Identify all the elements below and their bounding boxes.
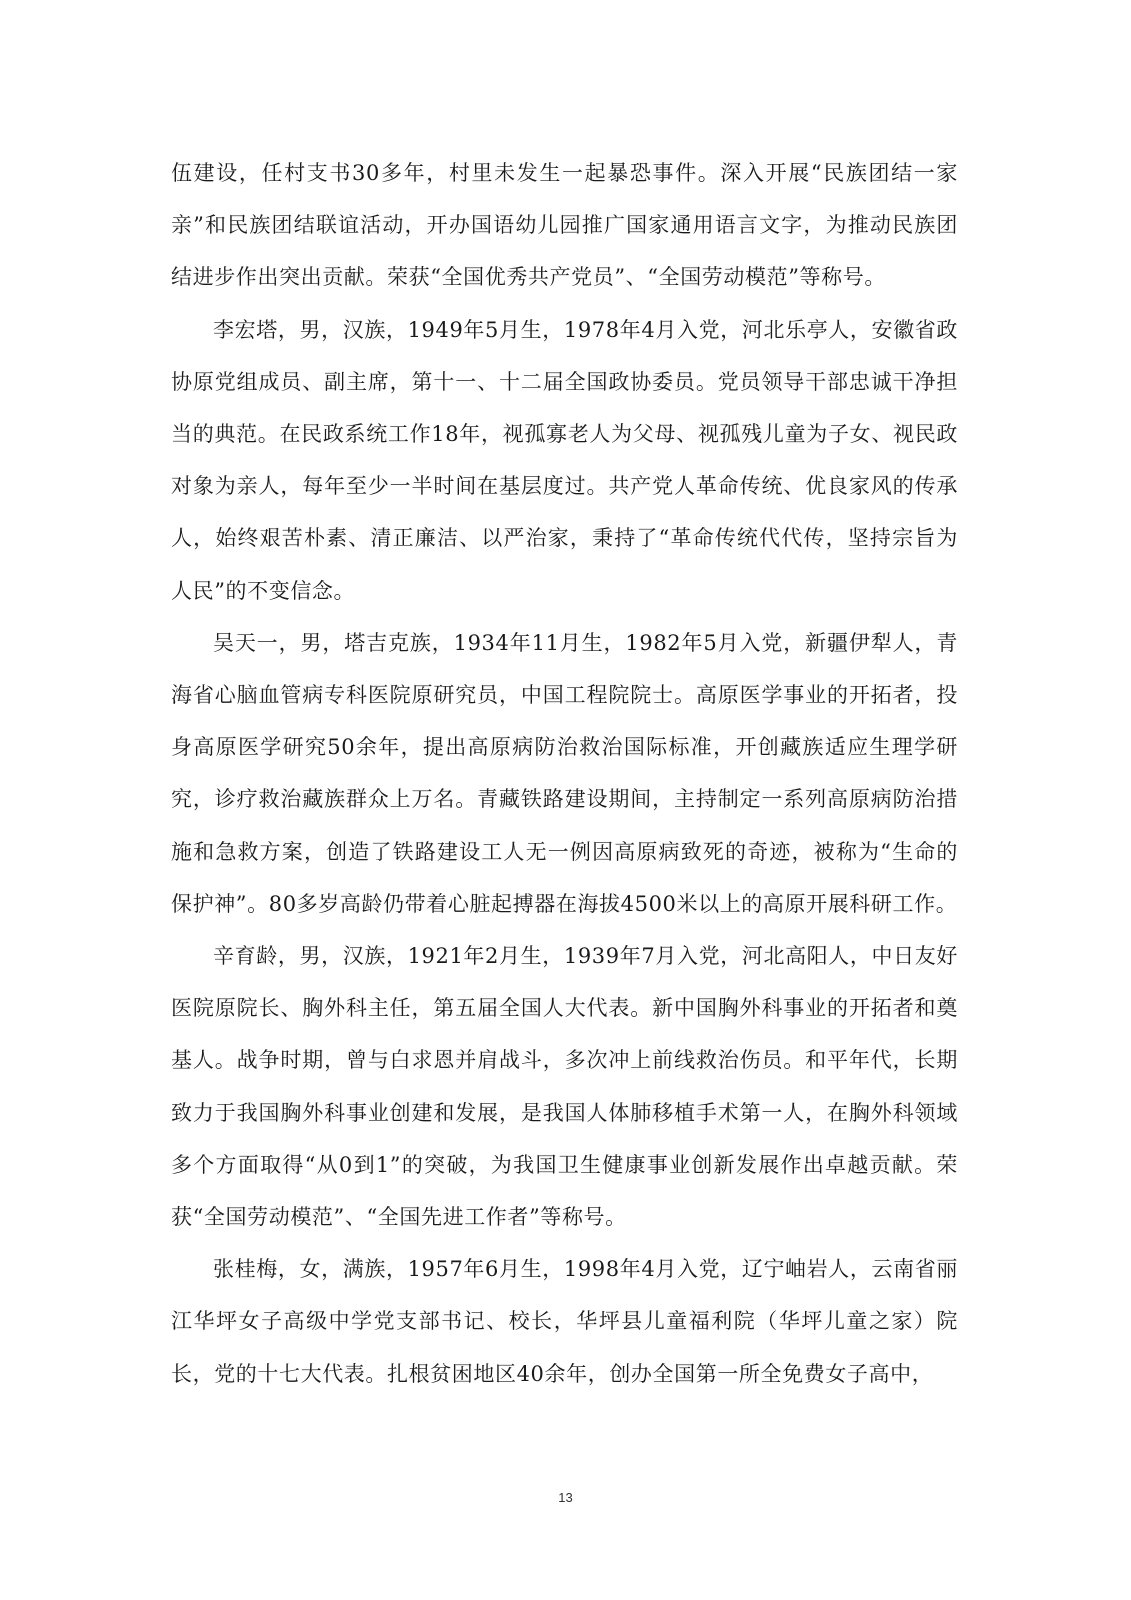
paragraph-continuation: 伍建设，任村支书30多年，村里未发生一起暴恐事件。深入开展“民族团结一家亲”和民族团结联谊活动，开办国语幼儿园推广国家通用语言文字，为推动民族团结进步作出突出贡献。荣获“全国优秀共产党员”、“全国劳动模范”等称号。	[171, 161, 958, 290]
paragraph-li-hongta: 李宏塔，男，汉族，1949年5月生，1978年4月入党，河北乐亭人，安徽省政协原党组成员、副主席，第十一、十二届全国政协委员。党员领导干部忠诚干净担当的典范。在民政系统工作18年，视孤寡老人为父母、视孤残儿童为子女、视民政对象为亲人，每年至少一半时间在基层度过。共产党人革命传统、优良家风的传承人，始终艰苦朴素、清正廉洁、以严治家，秉持了“革命传统代代传，坚持宗旨为人民”的不变信念。	[171, 317, 958, 603]
page-number: 13	[558, 1490, 573, 1505]
paragraph-xin-yuling: 辛育龄，男，汉族，1921年2月生，1939年7月入党，河北高阳人，中日友好医院原院长、胸外科主任，第五届全国人大代表。新中国胸外科事业的开拓者和奠基人。战争时期，曾与白求恩并肩战斗，多次冲上前线救治伤员。和平年代，长期致力于我国胸外科事业创建和发展，是我国人体肺移植手术第一人，在胸外科领域多个方面取得“从0到1”的突破，为我国卫生健康事业创新发展作出卓越贡献。荣获“全国劳动模范”、“全国先进工作者”等称号。	[171, 944, 958, 1230]
document-body	[171, 147, 958, 1400]
paragraph-zhang-guimei: 张桂梅，女，满族，1957年6月生，1998年4月入党，辽宁岫岩人，云南省丽江华坪女子高级中学党支部书记、校长，华坪县儿童福利院（华坪儿童之家）院长，党的十七大代表。扎根贫困地区40余年，创办全国第一所全免费女子高中，	[171, 1257, 958, 1386]
paragraph-wu-tianyi: 吴天一，男，塔吉克族，1934年11月生，1982年5月入党，新疆伊犁人，青海省心脑血管病专科医院原研究员，中国工程院院士。高原医学事业的开拓者，投身高原医学研究50余年，提出高原病防治救治国际标准，开创藏族适应生理学研究，诊疗救治藏族群众上万名。青藏铁路建设期间，主持制定一系列高原病防治措施和急救方案，创造了铁路建设工人无一例因高原病致死的奇迹，被称为“生命的保护神”。80多岁高龄仍带着心脏起搏器在海拔4500米以上的高原开展科研工作。	[171, 630, 958, 916]
